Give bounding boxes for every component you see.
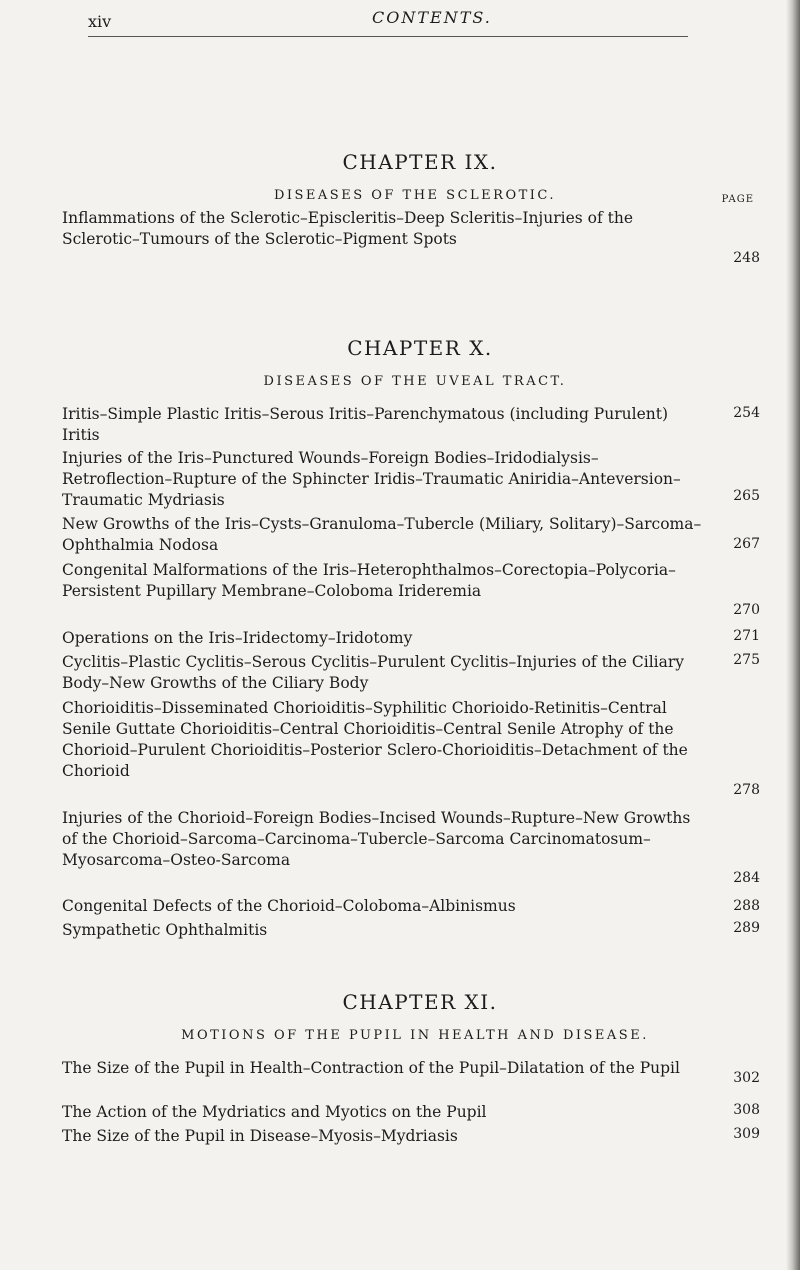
toc-entry <box>62 896 702 917</box>
toc-entry-page: 265 <box>733 488 760 504</box>
chapter-x <box>0 336 800 389</box>
toc-entry-text: New Growths of the Iris–Cysts–Granuloma–Tubercle (Miliary, Solitary)–Sarcoma–Ophthalmia Nodosa <box>62 515 702 554</box>
toc-entry-page: 288 <box>733 898 760 914</box>
toc-entry <box>62 698 702 782</box>
toc-entry-text: Cyclitis–Plastic Cyclitis–Serous Cyclitis–Purulent Cyclitis–Injuries of the Ciliary Body–New Growths of the Ciliary Body <box>62 653 685 692</box>
toc-entry-page: 308 <box>733 1102 760 1118</box>
toc-entry-text: Operations on the Iris–Iridectomy–Iridotomy <box>62 629 413 647</box>
toc-entry-text: Congenital Malformations of the Iris–Heterophthalmos–Corectopia–Polycoria–Persistent Pupillary Membrane–Coloboma Irideremia <box>62 561 676 600</box>
toc-entry-page: 284 <box>733 870 760 886</box>
toc-entry-text: Iritis–Simple Plastic Iritis–Serous Iritis–Parenchymatous (including Purulent) Iritis <box>62 405 668 444</box>
chapter-subtitle: DISEASES OF THE UVEAL TRACT. <box>263 374 567 389</box>
toc-entry-page: 270 <box>733 602 760 618</box>
toc-entry-page: 278 <box>733 782 760 798</box>
toc-entry-text: The Size of the Pupil in Disease–Myosis–Mydriasis <box>62 1127 458 1145</box>
chapter-subtitle: DISEASES OF THE SCLEROTIC. <box>273 188 557 203</box>
toc-entry-text: Sympathetic Ophthalmitis <box>62 921 268 939</box>
toc-entry-page: 271 <box>733 628 760 644</box>
page-column-label: PAGE <box>721 194 754 205</box>
toc-entry-page: 254 <box>733 405 760 421</box>
page-header <box>0 8 800 78</box>
toc-entry-text: The Action of the Mydriatics and Myotics on the Pupil <box>62 1103 487 1121</box>
toc-entry-page: 289 <box>733 920 760 936</box>
chapter-title: CHAPTER XI. <box>342 990 498 1014</box>
toc-entry-text: The Size of the Pupil in Health–Contraction of the Pupil–Dilatation of the Pupil <box>62 1059 680 1077</box>
chapter-subtitle: MOTIONS OF THE PUPIL IN HEALTH AND DISEASE. <box>181 1028 649 1043</box>
toc-entry <box>62 404 702 446</box>
chapter-ix <box>0 150 800 203</box>
toc-entry-page: 309 <box>733 1126 760 1142</box>
toc-entry-text: Chorioiditis–Disseminated Chorioiditis–Syphilitic Chorioido-Retinitis–Central Senile Guttate Chorioiditis–Central Chorioiditis–Central Senile Atrophy of the Chorioid–Purulent Chorioiditis–Posterior Sclero-Chorioiditis–Detachment of the Chorioid <box>62 699 688 780</box>
toc-entry <box>62 514 702 556</box>
toc-entry <box>62 808 702 871</box>
toc-entry <box>62 1102 702 1123</box>
chapter-title: CHAPTER X. <box>347 336 493 360</box>
chapter-title: CHAPTER IX. <box>342 150 498 174</box>
toc-entry <box>62 560 702 602</box>
toc-entry <box>62 1126 702 1147</box>
toc-entry-text: Congenital Defects of the Chorioid–Coloboma–Albinismus <box>62 897 516 915</box>
toc-entry-page: 302 <box>733 1070 760 1086</box>
folio: xiv <box>88 12 112 31</box>
toc-entry <box>62 652 702 694</box>
toc-entry <box>62 208 702 250</box>
toc-entry <box>62 920 702 941</box>
toc-entry-page: 267 <box>733 536 760 552</box>
running-head: CONTENTS. <box>372 8 492 27</box>
toc-entry <box>62 448 702 511</box>
header-rule <box>88 36 688 37</box>
toc-entry-text: Inflammations of the Sclerotic–Episcleritis–Deep Scleritis–Injuries of the Sclerotic–Tumours of the Sclerotic–Pigment Spots <box>62 209 634 248</box>
toc-entry-page: 248 <box>733 250 760 266</box>
chapter-xi <box>0 990 800 1043</box>
toc-entry <box>62 1058 702 1079</box>
toc-entry <box>62 628 702 649</box>
toc-entry-text: Injuries of the Chorioid–Foreign Bodies–Incised Wounds–Rupture–New Growths of the Chorioid–Sarcoma–Carcinoma–Tubercle–Sarcoma Carcinomatosum–Myosarcoma–Osteo-Sarcoma <box>62 809 691 869</box>
toc-entry-text: Injuries of the Iris–Punctured Wounds–Foreign Bodies–Iridodialysis–Retroflection–Rupture of the Sphincter Iridis–Traumatic Aniridia–Anteversion–Traumatic Mydriasis <box>62 449 681 509</box>
toc-entry-page: 275 <box>733 652 760 668</box>
